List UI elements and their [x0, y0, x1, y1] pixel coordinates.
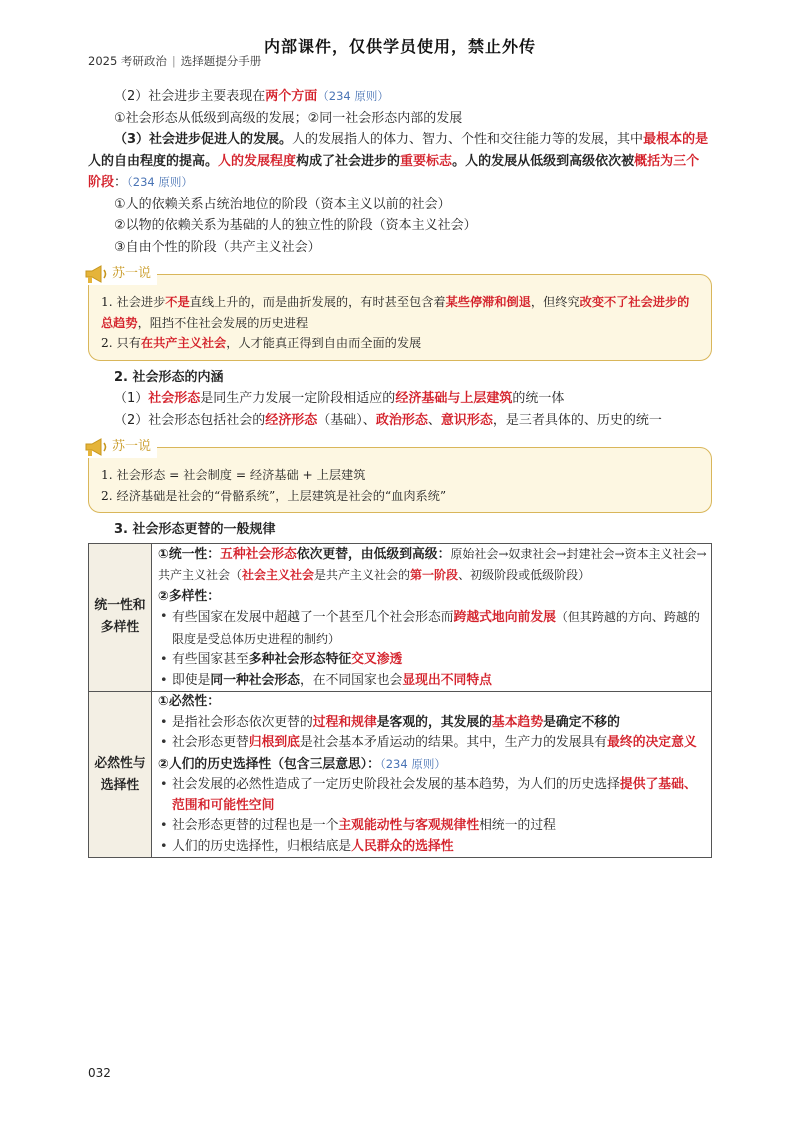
callout-box-1 [88, 265, 712, 361]
list-item: • 社会形态更替归根到底是社会基本矛盾运动的结果。其中，生产力的发展具有最终的决定意义 [158, 733, 707, 754]
para-social-progress: （2）社会进步主要表现在两个方面（234 原则） [114, 89, 389, 104]
header-book: 选择题提分手册 [180, 54, 262, 68]
row-heading-unity: 统一性和 多样性 [89, 543, 152, 692]
para-two-aspects: ①社会形态从低级到高级的发展；②同一社会形态内部的发展 [114, 110, 463, 126]
watermark-title: 内部课件，仅供学员使用，禁止外传 [263, 37, 536, 56]
header-subject: 2025 考研政治 [88, 54, 167, 68]
para-human-development: （3）社会进步促进人的发展。人的发展指人的体力、智力、个性和交往能力等的发展，其中最根本的是人的自由程度的提高。人的发展程度构成了社会进步的重要标志。人的发展从低级到高级依次被概括为三个阶段：（234 原则） [88, 132, 709, 190]
callout-line-2: 2. 经济基础是社会的“骨骼系统”，上层建筑是社会的“血肉系统” [101, 488, 447, 503]
list-item: • 是指社会形态依次更替的过程和规律是客观的，其发展的基本趋势是确定不移的 [158, 713, 707, 734]
megaphone-icon [83, 263, 109, 285]
callout-label: 苏一说 [112, 265, 152, 281]
callout-line-2: 2. 只有在共产主义社会，人才能真正得到自由而全面的发展 [101, 336, 422, 350]
callout-box-2 [88, 438, 712, 513]
callout-label: 苏一说 [112, 438, 152, 454]
stage-2: ②以物的依赖关系为基础的人的独立性的阶段（资本主义社会） [114, 218, 477, 233]
necessity-heading: ①必然性： [158, 694, 221, 709]
callout-line-1: 1. 社会形态 = 社会制度 = 经济基础 + 上层建筑 [101, 468, 366, 482]
table-row [89, 543, 712, 692]
law-table [88, 543, 712, 859]
callout-tag [83, 436, 157, 458]
row-content-unity [152, 543, 712, 692]
list-item: • 有些国家在发展中超越了一个甚至几个社会形态而跨越式地向前发展（但其跨越的方向、跨越的限度是受总体历史进程的制约） [158, 607, 707, 650]
list-item: • 社会发展的必然性造成了一定历史阶段社会发展的基本趋势，为人们的历史选择提供了基础、范围和可能性空间 [158, 775, 707, 816]
row-content-necessity [152, 692, 712, 858]
row-heading-necessity: 必然性与 选择性 [89, 692, 152, 858]
callout-line-1: 1. 社会进步不是直线上升的，而是曲折发展的，有时甚至包含着某些停滞和倒退，但终究改变不了社会进步的总趋势，阻挡不住社会发展的历史进程 [101, 295, 690, 330]
stage-3: ③自由个性的阶段（共产主义社会） [114, 239, 321, 255]
list-item: • 即使是同一种社会形态，在不同国家也会显现出不同特点 [158, 671, 707, 692]
header-separator: | [171, 54, 176, 68]
page-body [88, 86, 712, 858]
section-2-para-1: （1）社会形态是同生产力发展一定阶段相适应的经济基础与上层建筑的统一体 [114, 391, 565, 406]
section-2-para-2: （2）社会形态包括社会的经济形态（基础）、政治形态、意识形态，是三者具体的、历史的统一 [114, 412, 662, 428]
running-header [88, 53, 261, 69]
list-item: • 人们的历史选择性，归根结底是人民群众的选择性 [158, 837, 707, 858]
stage-1: ①人的依赖关系占统治地位的阶段（资本主义以前的社会） [114, 196, 451, 212]
list-item: • 社会形态更替的过程也是一个主观能动性与客观规律性相统一的过程 [158, 816, 707, 837]
section-2-title: 2. 社会形态的内涵 [114, 369, 224, 385]
table-row [89, 692, 712, 858]
page-number: 032 [88, 1066, 111, 1080]
list-item: • 有些国家甚至多种社会形态特征交叉渗透 [158, 650, 707, 671]
callout-tag [83, 263, 157, 285]
choice-heading: ②人们的历史选择性（包含三层意思）：（234 原则） [158, 756, 446, 772]
diversity-heading: ②多样性： [158, 588, 221, 604]
section-3-title: 3. 社会形态更替的一般规律 [114, 522, 276, 537]
megaphone-icon [83, 436, 109, 458]
unity-item: ①统一性：五种社会形态依次更替，由低级到高级：原始社会→奴隶社会→封建社会→资本主义社会→共产主义社会（社会主义社会是共产主义社会的第一阶段、初级阶段或低级阶段） [158, 546, 707, 582]
